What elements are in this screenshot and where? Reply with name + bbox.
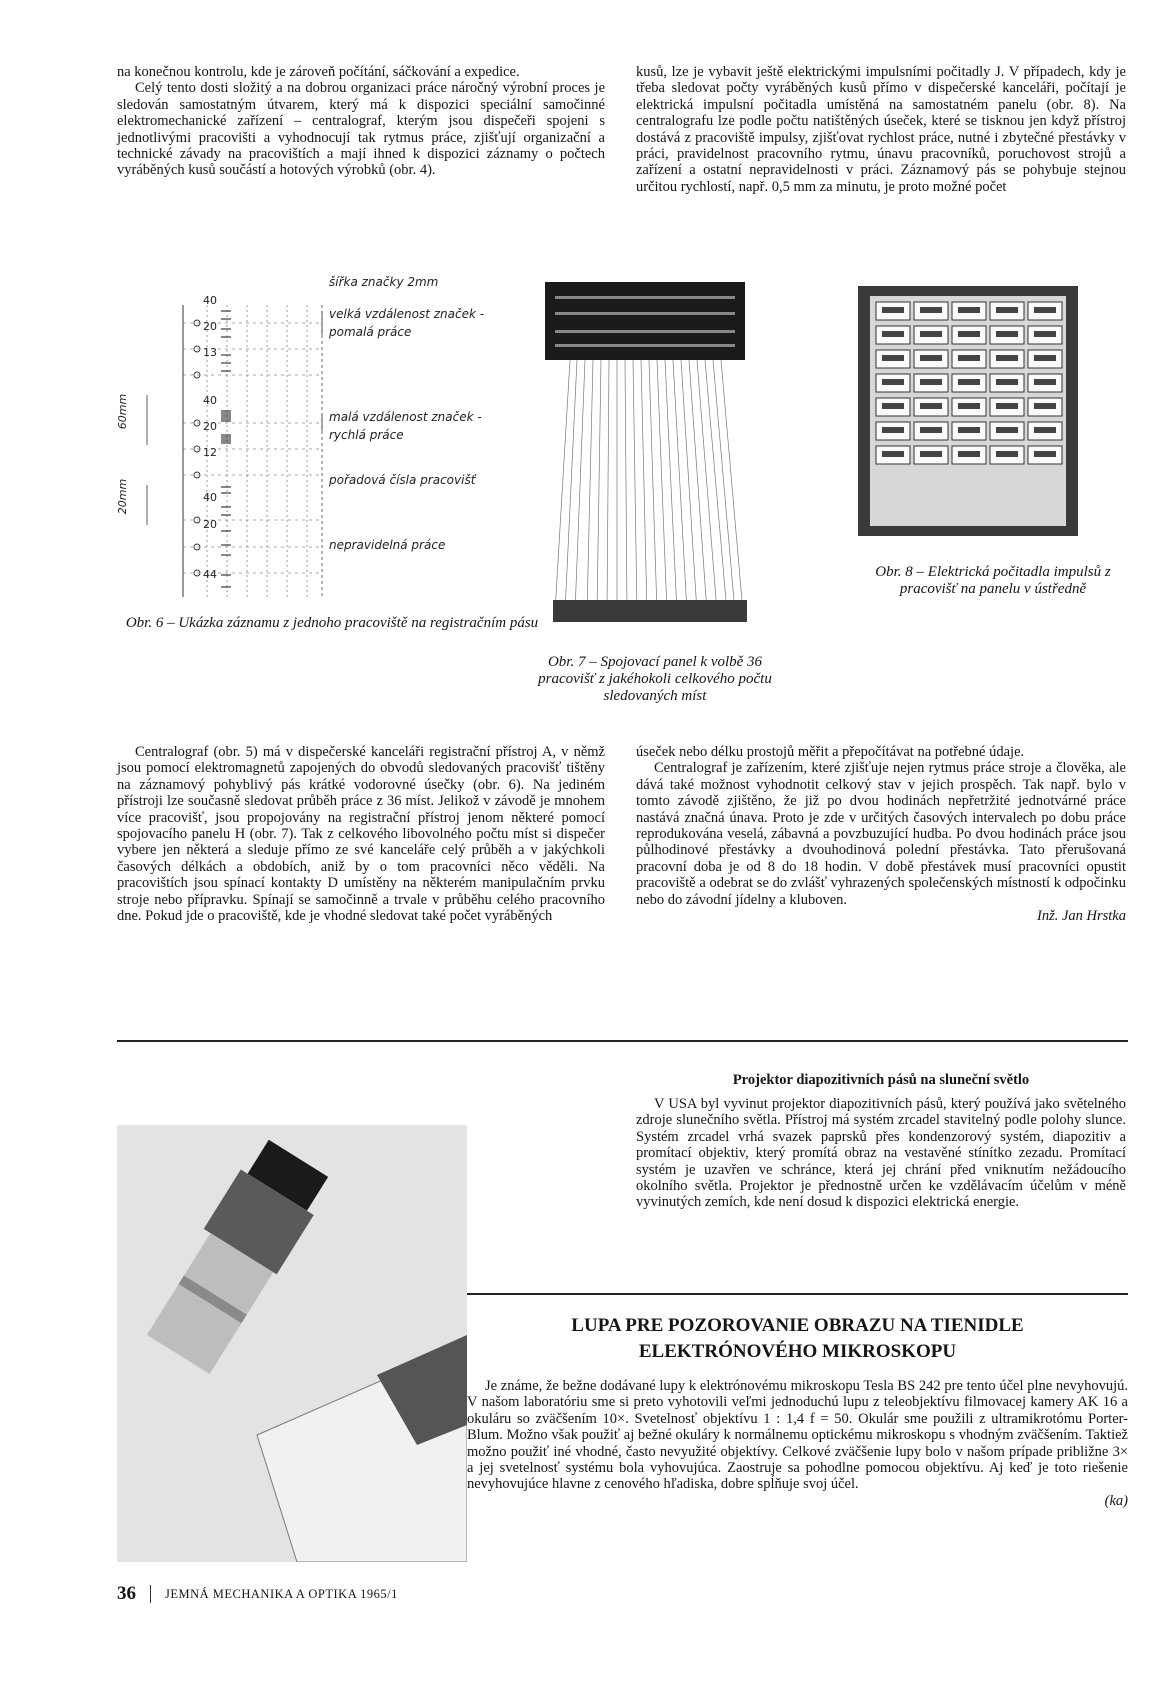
counter-window xyxy=(958,403,980,409)
counter-window xyxy=(1034,355,1056,361)
counter-window xyxy=(958,331,980,337)
paragraph: na konečnou kontrolu, kde je zároveň počítání, sáčkování a expedice. xyxy=(117,64,520,80)
label-workplace-numbers: pořadová čísla pracovišť xyxy=(329,473,476,487)
figure-7-caption: Obr. 7 – Spojovací panel k volbě 36 pracovišť z jakéhokoli celkového počtu sledovaných míst xyxy=(538,654,772,704)
footer xyxy=(117,1582,398,1606)
magnifier-photo xyxy=(117,1125,467,1562)
strip-number: 20 xyxy=(203,420,217,433)
label-fast-work: malá vzdálenost značek - rychlá práce xyxy=(329,410,482,442)
magnifier-illustration xyxy=(117,1125,467,1562)
connection-panel-photo xyxy=(515,282,775,642)
paragraph: Celý tento dosti složitý a na dobrou organizaci práce náročný výrobní proces je sledován samostatným útvarem, který má k dispozici speciální samočinné elektromechanické zařízení – centralograf, kterým jsou dispečeři spojeni s jednotlivými pracovišti a vyhodnocují tak rytmus práce, zjišťují organizační a technické závady na pracovištích a mají ihned k dispozici záznamy o počtech vyráběných kusů součástí a hotových výrobků (obr. 4). xyxy=(117,80,605,179)
lupa-title-line-1: LUPA PRE POZOROVANIE OBRAZU NA TIENIDLE xyxy=(571,1315,1024,1336)
counter-window xyxy=(882,379,904,385)
label-20mm: 20mm xyxy=(116,478,130,515)
figure-8-caption: Obr. 8 – Elektrická počitadla impulsů z pracovišť na panelu v ústředně xyxy=(875,564,1111,597)
counter-window xyxy=(958,379,980,385)
counter-window xyxy=(882,355,904,361)
label-irregular-work: nepravidelná práce xyxy=(329,538,446,552)
label-mark-width: šířka značky 2mm xyxy=(329,275,439,289)
projektor-body xyxy=(636,1096,1126,1211)
paragraph: úseček nebo délku prostojů měřit a přepočítávat na potřebné údaje. xyxy=(636,744,1025,760)
figure-7 xyxy=(515,282,775,722)
counter-window xyxy=(920,307,942,313)
impulse-counters-panel-photo xyxy=(858,286,1078,536)
lupa-body xyxy=(467,1378,1128,1509)
strip-number: 20 xyxy=(203,518,217,531)
counter-window xyxy=(920,379,942,385)
section-divider xyxy=(117,1040,1128,1042)
strip-number: 40 xyxy=(203,394,217,407)
counter-window xyxy=(958,427,980,433)
strip-number: 13 xyxy=(203,346,217,359)
projektor-title: Projektor diapozitivních pásů na sluneční světlo xyxy=(732,1072,1030,1088)
label-60mm: 60mm xyxy=(116,393,130,430)
paragraph: V USA byl vyvinut projektor diapozitivních pásů, který používá jako světelného zdroje slunečního světla. Přístroj má systém zrcadel stavitelný podle polohy slunce. Systém zrcadel vrhá svazek paprsků přes kondenzorový systém, diapozitiv a promítací objektiv, který promítá obraz na vestavěné stínítko zezadu. Promítací systém je uzavřen ve schránce, která jej chrání před vniknutím nežádoucího okolního světla. Projektor je přednostně určen ke vzdělávacím účelům v méně vyvinutých zemích, kde není dosud k dispozici elektrická energie. xyxy=(636,1096,1126,1211)
strip-number: 40 xyxy=(203,294,217,307)
counter-window xyxy=(996,379,1018,385)
journal-name: JEMNÁ MECHANIKA A OPTIKA 1965/1 xyxy=(165,1586,398,1601)
strip-number: 44 xyxy=(203,568,217,581)
counter-window xyxy=(882,427,904,433)
figure-8 xyxy=(858,286,1128,616)
strip-number: 20 xyxy=(203,320,217,333)
figure-6-caption: Obr. 6 – Ukázka záznamu z jednoho pracoviště na registračním pásu xyxy=(125,615,539,631)
page-number: 36 xyxy=(117,1583,136,1604)
figure-6 xyxy=(117,275,547,670)
strip-number: 12 xyxy=(203,446,217,459)
counter-window xyxy=(920,451,942,457)
lupa-signature: (ka) xyxy=(1104,1492,1128,1509)
paragraph: Centralograf je zařízením, které zjišťuje nejen rytmus práce stroje a člověka, ale dává také možnost vyhodnotit celkový stav v jejich prospěch. Tak např. bylo v tomto závodě zjištěno, že již po dvou hodinách nepřetržité jednotvárné práce nastává značná únava. Proto je zde v určitých časových intervalech po dobu práce reprodukována veselá, zábavná a povzbuzující hudba. Po dvou hodinách práce jsou půlhodinové přestávky a dvouhodinová polední přestávka. Tato přerušovaná pracovní doba je od 8 do 18 hodin. V době přestávek musí pracovníci opustit pracoviště a odebrat se do zvlášť vyhrazených společenských místností k odpočinku nebo do závodní jídelny a kluboven. xyxy=(636,760,1126,908)
counter-window xyxy=(996,331,1018,337)
counter-window xyxy=(882,307,904,313)
counter-window xyxy=(996,403,1018,409)
top-left-column xyxy=(117,64,605,179)
author-signature: Inž. Jan Hrstka xyxy=(1036,908,1126,925)
counter-window xyxy=(920,331,942,337)
top-right-column xyxy=(636,64,1126,195)
counter-window xyxy=(920,427,942,433)
middle-right-column xyxy=(636,744,1126,924)
counter-window xyxy=(996,451,1018,457)
counter-window xyxy=(996,307,1018,313)
counter-window xyxy=(996,355,1018,361)
footer-divider xyxy=(150,1585,151,1603)
strip-number: 40 xyxy=(203,491,217,504)
counter-window xyxy=(920,403,942,409)
counter-window xyxy=(1034,403,1056,409)
lupa-title-line-2: ELEKTRÓNOVÉHO MIKROSKOPU xyxy=(638,1341,957,1362)
counter-window xyxy=(1034,451,1056,457)
counter-window xyxy=(958,355,980,361)
counter-window xyxy=(882,451,904,457)
paragraph: kusů, lze je vybavit ještě elektrickými impulsními počitadly J. V případech, kdy je třeba sledovat počty vyráběných kusů přímo v dispečerské kanceláři, počítají je elektrická impulsní počitadla umístěná na samostatném panelu (obr. 8). Na centralografu lze podle počtu natištěných úseček, které se tisknou jen když přístroj dostává z pracoviště impulsy, zjišťovat rychlost práce, nutné i zbytečné přestávky v práci, pravidelnost pracovního rytmu, únavu pracovníků, poruchovost strojů a zařízení a ostatní nepravidelnosti v práci. Záznamový pás se pohybuje stejnou určitou rychlostí, např. 0,5 mm za minutu, je proto možné počet xyxy=(636,64,1126,195)
counter-window xyxy=(920,355,942,361)
counter-window xyxy=(958,451,980,457)
paragraph: Centralograf (obr. 5) má v dispečerské kanceláři registrační přístroj A, v němž jsou pomocí elektromagnetů zapojených do obvodů sledovaných pracovišť tištěny na záznamový pohyblivý pás krátké vodorovné úsečky (obr. 6). Na jediném přístroji lze současně sledovat průběh práce z 36 míst. Jelikož v závodě je mnohem více pracovišť, jsou propojovány na registrační přístroj jenom některé pomocí spojovacího panelu H (obr. 7). Tak z celkového libovolného počtu míst si dispečer vybere jen některá a sleduje přímo ze své kanceláře celý průběh a v jakýchkoli časových délkách a obdobích, aniž by o tom pracovníci něco věděli. Na pracovištích jsou spínací kontakty D umístěny na některém manipulačním prvku stroje nebo přípravku. Spínají se samočinně a trvale v průběhu celého pracovního dne. Pokud jde o pracoviště, kde je vhodné sledovat také počet vyráběných xyxy=(117,744,605,925)
paragraph: Je známe, že bežne dodávané lupy k elektrónovému mikroskopu Tesla BS 242 pre tento účel plne nevyhovujú. V našom laboratóriu sme si preto vyhotovili veľmi jednoduchú lupu z teleobjektívu filmovacej kamery AK 16 a okuláru so zväčšením 10×. Svetelnosť objektívu 1 : 1,4 f = 50. Okulár sme použili z ultramikrotómu Porter-Blum. Možno však použiť aj bežné okuláry k normálnemu optickému mikroskopu s vhodným zväčšením. Taktiež možno použiť iné vhodné, často nevyužité objektívy. Celkové zväčšenie lupy bolo v našom prípade približne 3× a jej svetelnosť systému bola vyhovujúca. Zaostruje sa pohodlne pomocou objektívu. Aj keď je toto riešenie nevyhovujúce hlavne z cenového hľadiska, dobre spĺňuje svoj účel. xyxy=(467,1378,1128,1493)
counter-window xyxy=(1034,307,1056,313)
counter-window xyxy=(1034,379,1056,385)
counter-window xyxy=(996,427,1018,433)
counter-window xyxy=(1034,427,1056,433)
counter-window xyxy=(882,331,904,337)
counter-window xyxy=(1034,331,1056,337)
lupa-top-rule xyxy=(467,1293,1128,1295)
middle-left-column xyxy=(117,744,605,924)
label-slow-work: velká vzdálenost značek - pomalá práce xyxy=(329,307,485,339)
counter-window xyxy=(958,307,980,313)
counter-window xyxy=(882,403,904,409)
